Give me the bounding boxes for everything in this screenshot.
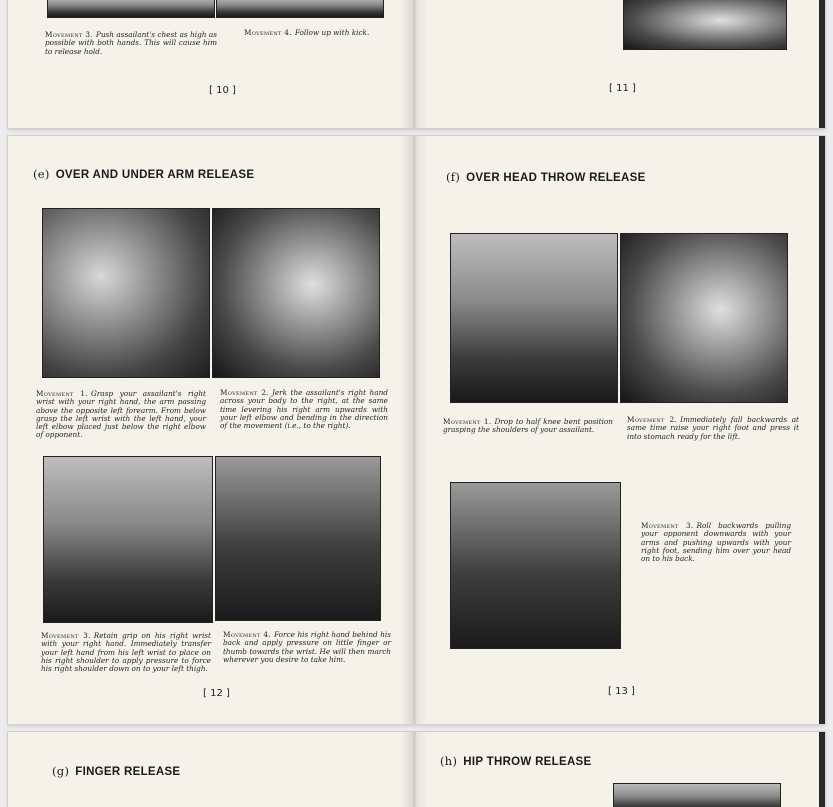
photo-top-right [623, 0, 787, 50]
page-10 [8, 0, 413, 128]
section-heading-g: (g) FINGER RELEASE [52, 764, 181, 778]
page-13 [413, 136, 825, 724]
photo-movement-2 [620, 233, 788, 403]
page-15 [413, 732, 825, 807]
section-heading-f: (f) OVER HEAD THROW RELEASE [446, 170, 646, 184]
caption-movement-4: Movement 4. Force his right hand behind his back and apply pressure on little finger or thumb towards the wrist. He will then march wherever you desire to take him. [223, 630, 391, 664]
page-number: [ 13 ] [608, 686, 635, 697]
photo-movement-2 [212, 208, 380, 378]
caption-movement-4: Movement 4. Follow up with kick. [244, 28, 370, 37]
section-heading-h: (h) HIP THROW RELEASE [440, 754, 592, 768]
caption-movement-2: Movement 2. Immediately fall backwards at same time raise your right foot and press it into stomach ready for the lift. [627, 415, 799, 441]
photo-movement-3 [43, 456, 213, 623]
photo-movement-1 [450, 233, 618, 403]
spread-top [8, 0, 825, 128]
photo-movement-3 [47, 0, 215, 18]
page-12 [8, 136, 413, 724]
section-heading-e: (e) OVER AND UNDER ARM RELEASE [33, 167, 255, 181]
page-14 [8, 732, 413, 807]
page-number: [ 12 ] [203, 688, 230, 699]
spread-bottom [8, 732, 825, 807]
caption-movement-1: Movement 1. Drop to half knee bent position grasping the shoulders of your assailant. [443, 417, 613, 435]
caption-movement-1: Movement 1. Grasp your assailant's right wrist with your right hand, the arm passing above the opposite left forearm. From below grasp the left wrist with the left hand, your left elbow placed just below the right elbow of opponent. [36, 389, 206, 440]
page-edge [819, 0, 825, 128]
photo-movement-3 [450, 482, 621, 649]
page-number: [ 11 ] [609, 83, 636, 94]
photo-movement-1 [42, 208, 210, 378]
caption-movement-2: Movement 2. Jerk the assailant's right hand across your body to the right, at the same time levering his right arm upwards with your left elbow and bending in the direction of the movement (i.e., to the right). [220, 388, 388, 431]
photo-bottom-right [613, 783, 781, 807]
page-edge [819, 136, 825, 724]
book-gutter [400, 0, 428, 128]
caption-movement-3: Movement 3. Roll backwards pulling your opponent downwards with your arms and pushing upwards with your right foot, sending him over your head on to his back. [641, 521, 791, 564]
page-edge [819, 732, 825, 807]
book-gutter [400, 136, 428, 724]
caption-movement-3: Movement 3. Push assailant's chest as high as possible with both hands. This will cause him to release hold. [45, 30, 217, 56]
photo-movement-4 [216, 0, 384, 18]
page-number: [ 10 ] [209, 85, 236, 96]
page-11 [413, 0, 825, 128]
book-gutter [400, 732, 428, 807]
spread-middle [8, 136, 825, 724]
photo-movement-4 [215, 456, 381, 621]
caption-movement-3: Movement 3. Retain grip on his right wrist with your right hand. Immediately transfer your left hand from his left wrist to place on his right shoulder to apply pressure to force his right shoulder down on to your left thigh. [41, 631, 211, 674]
